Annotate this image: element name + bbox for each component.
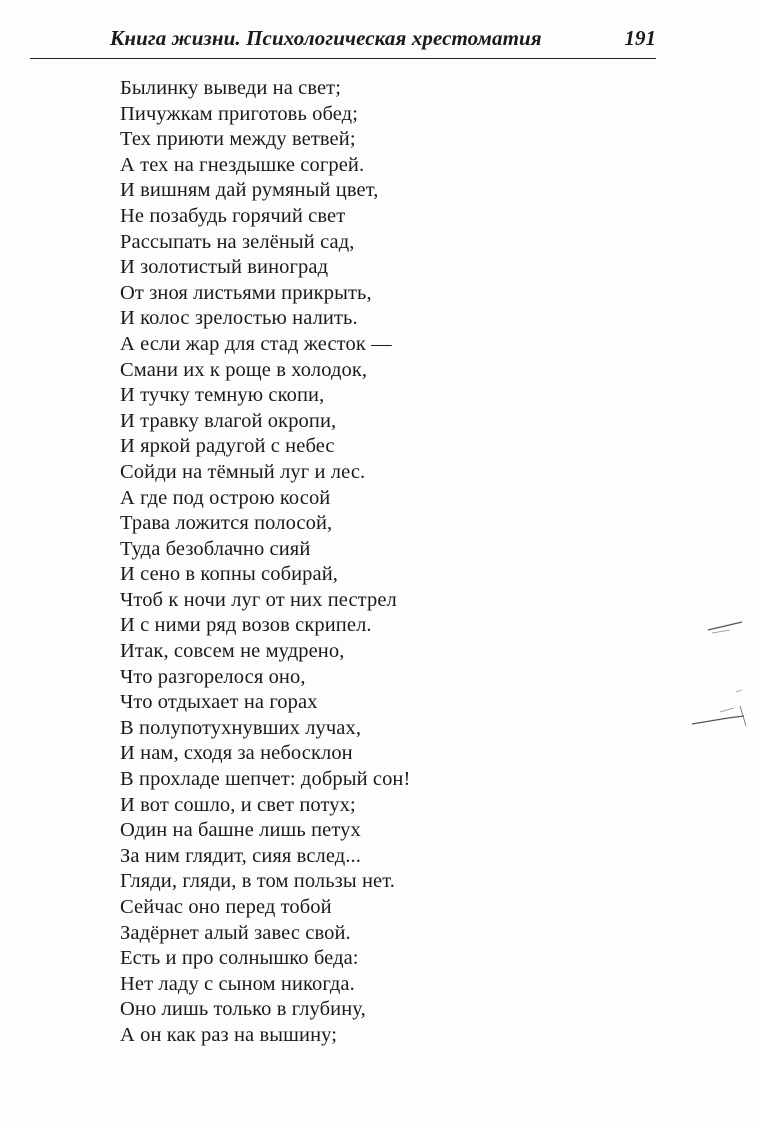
poem-line: Гляди, гляди, в том пользы нет. [120, 870, 395, 893]
poem-line: Пичужкам приготовь обед; [120, 102, 358, 125]
poem-line: От зноя листьями прикрыть, [120, 281, 372, 304]
poem-line: Что отдыхает на горах [120, 691, 318, 714]
poem-line: Что разгорелося оно, [120, 665, 306, 688]
poem-line: И тучку темную скопи, [120, 384, 325, 407]
poem-line: А он как раз на вышину; [120, 1023, 338, 1046]
poem-line: Сейчас оно перед тобой [120, 896, 332, 918]
page-number: 191 [624, 26, 656, 50]
poem-line: Туда безоблачно сияй [120, 537, 311, 560]
poem-line: И травку влагой окропи, [120, 409, 337, 432]
poem-line: Итак, совсем не мудрено, [120, 640, 345, 663]
poem-line: Былинку выведи на свет; [120, 77, 342, 99]
poem-line: А где под острою косой [120, 486, 331, 509]
poem-line: И вот сошло, и свет потух; [120, 793, 356, 816]
poem-text [120, 76, 600, 1049]
poem-line: А если жар для стад жесток — [120, 332, 392, 355]
header-rule [30, 58, 656, 59]
poem-line: В полупотухнувших лучах, [120, 716, 362, 739]
poem-line: Нет ладу с сыном никогда. [120, 972, 355, 995]
poem-line: И сено в копны собирай, [120, 563, 339, 586]
poem-line: В прохладе шепчет: добрый сон! [120, 768, 411, 791]
poem-line: Тех приюти между ветвей; [120, 128, 356, 151]
poem-line: И с ними ряд возов скрипел. [120, 614, 372, 637]
poem-line: Задёрнет алый завес свой. [120, 921, 351, 944]
poem-line: И вишням дай румяный цвет, [120, 179, 379, 202]
margin-pencil-marks [690, 600, 750, 740]
poem-line: Рассыпать на зелёный сад, [120, 230, 355, 253]
running-title: Книга жизни. Психологическая хрестоматия [110, 26, 542, 50]
poem-line: Оно лишь только в глубину, [120, 998, 366, 1021]
poem-line: И нам, сходя за небосклон [120, 742, 353, 765]
poem-line: И колос зрелостью налить. [120, 307, 358, 330]
poem-line: Трава ложится полосой, [120, 512, 333, 535]
poem-line: Есть и про солнышко беда: [120, 947, 359, 970]
poem-line: Чтоб к ночи луг от них пестрел [120, 588, 397, 611]
poem-line: И яркой радугой с небес [120, 435, 335, 458]
poem-line: Сойди на тёмный луг и лес. [120, 460, 366, 483]
poem-line: А тех на гнездышке согрей. [120, 153, 365, 176]
poem-line: Смани их к роще в холодок, [120, 358, 368, 381]
poem-line: И золотистый виноград [120, 256, 329, 279]
running-head [30, 26, 656, 60]
poem-line: За ним глядит, сияя вслед... [120, 844, 362, 867]
poem-line: Один на башне лишь петух [120, 819, 361, 842]
poem-line: Не позабудь горячий свет [120, 204, 346, 227]
